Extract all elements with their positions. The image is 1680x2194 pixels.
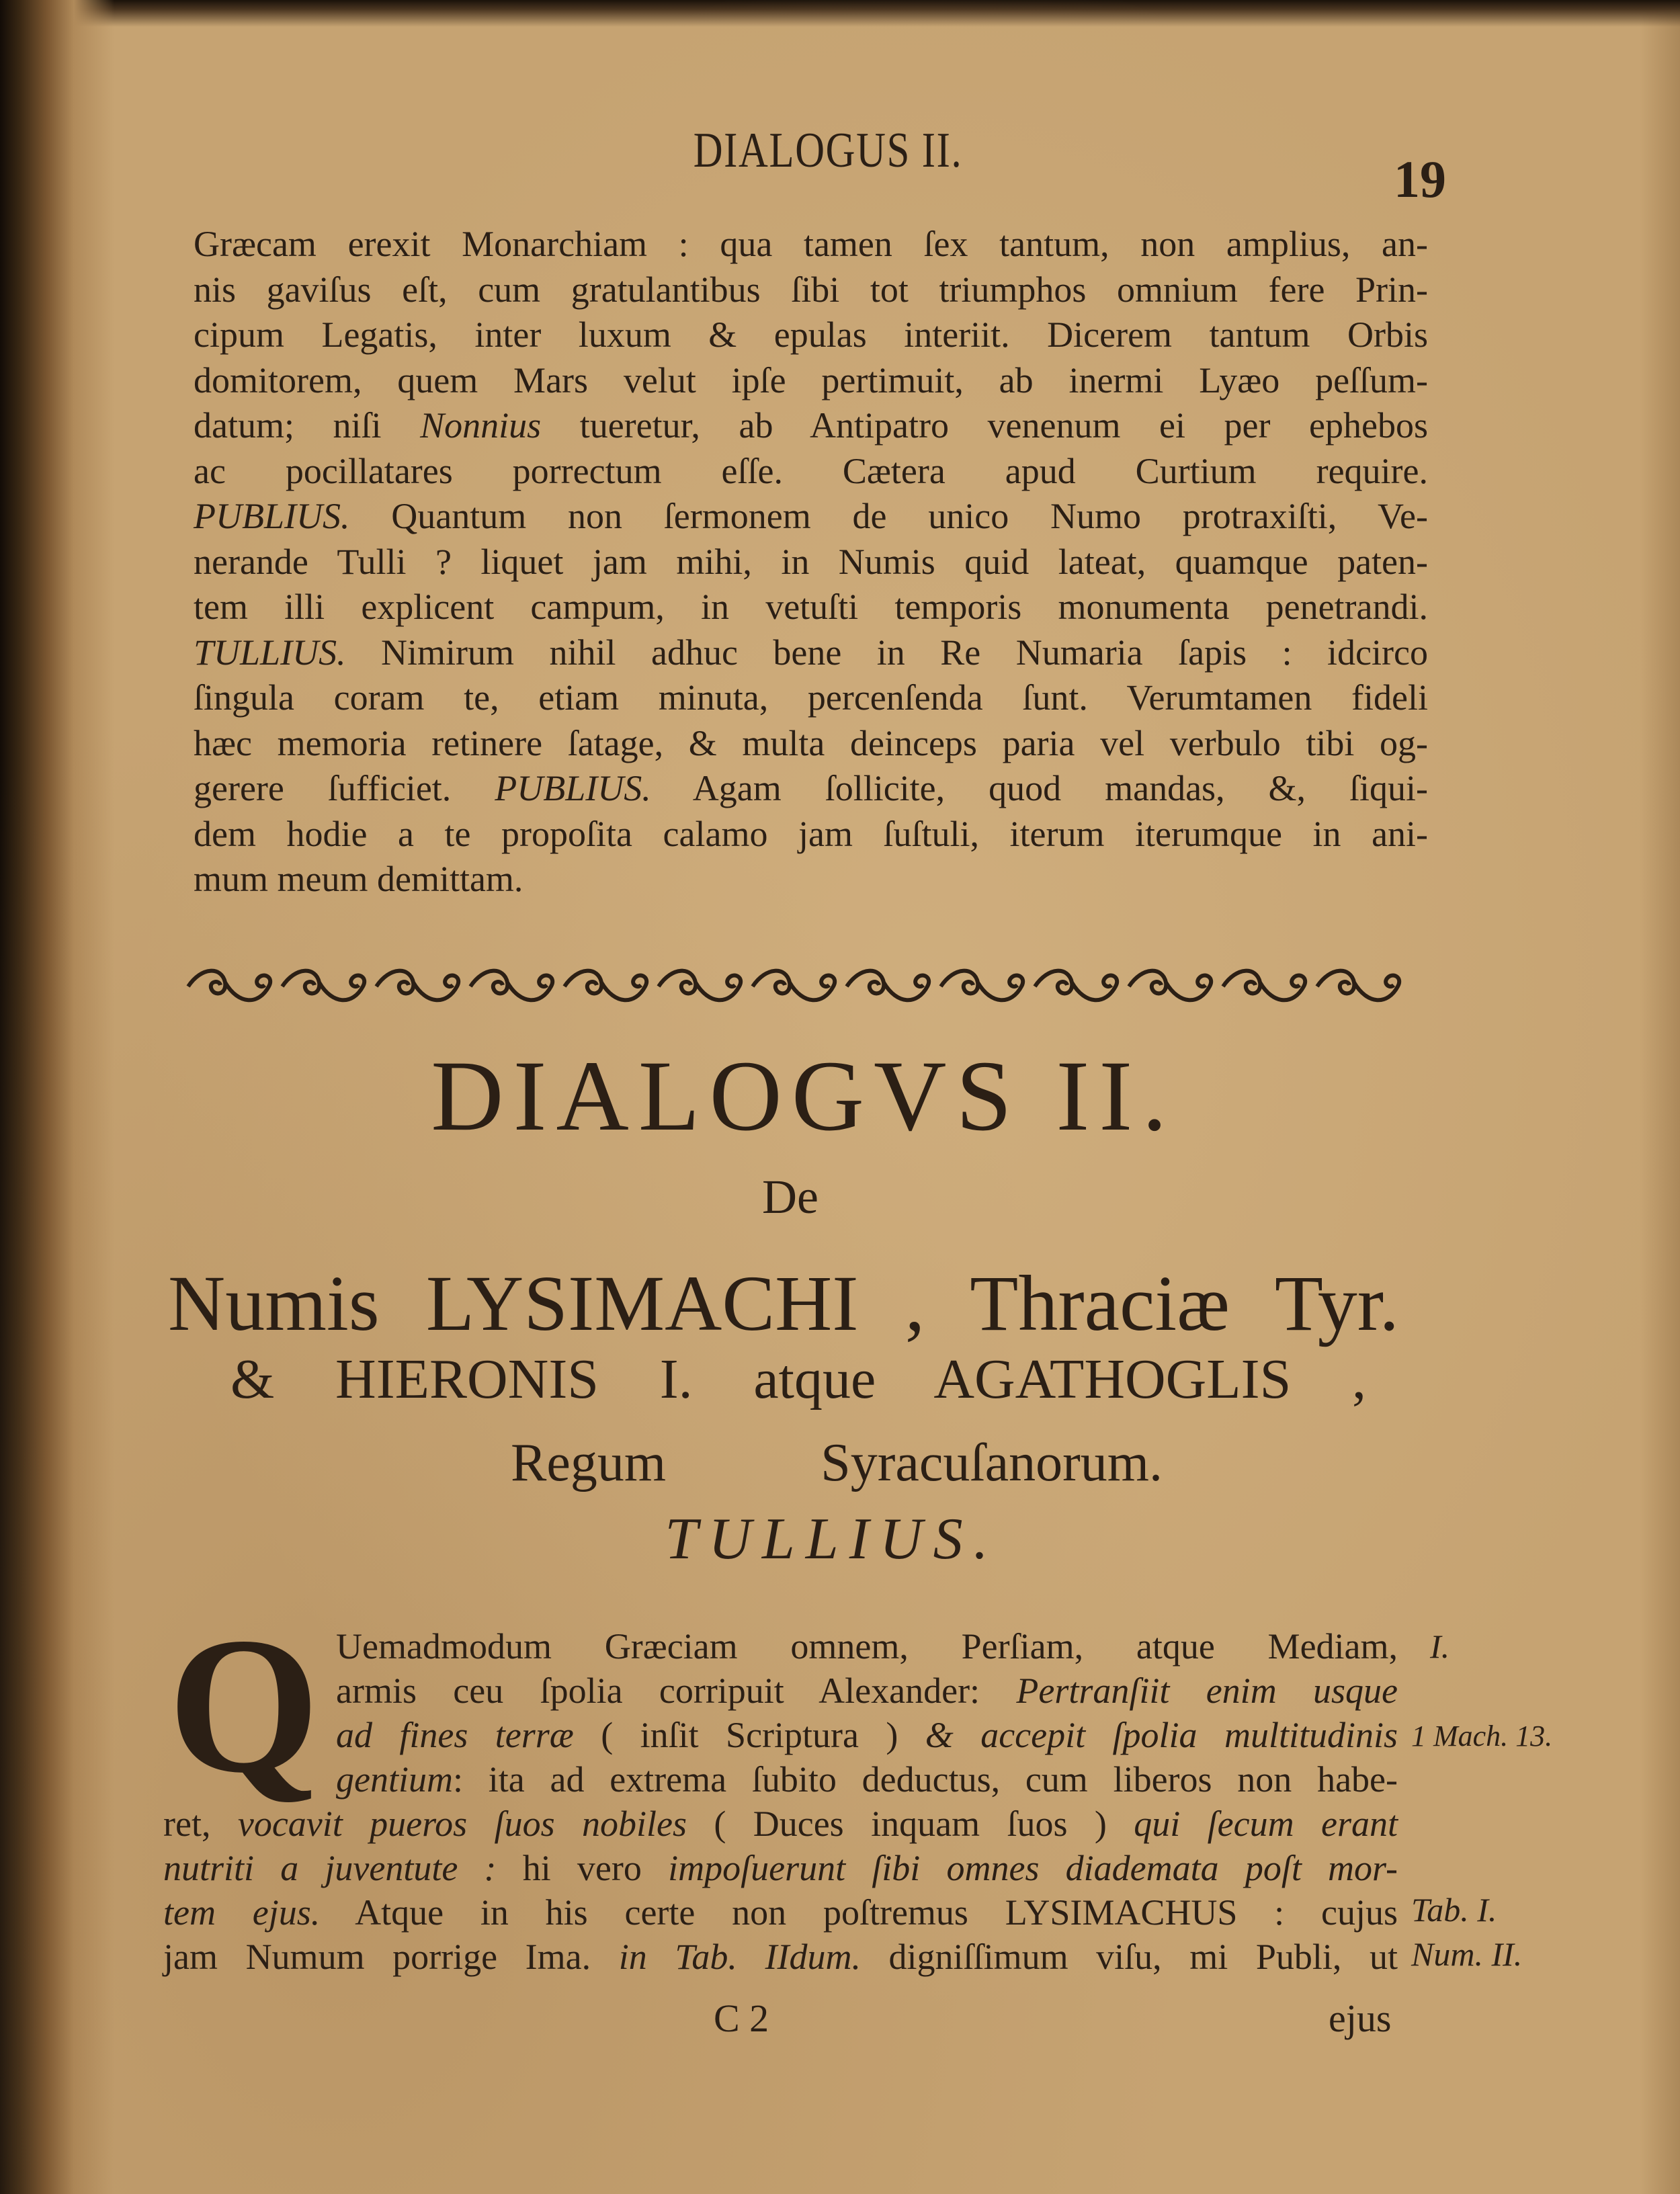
text-run: jam Numum porrige Ima. bbox=[163, 1937, 619, 1977]
ornament-swirl bbox=[470, 971, 552, 1001]
text-line bbox=[194, 539, 1428, 585]
italic-text: in Tab. IIdum. bbox=[618, 1937, 861, 1977]
italic-text: ad fines terræ bbox=[336, 1715, 574, 1755]
margin-note: Num. II. bbox=[1411, 1935, 1523, 1973]
text-run: cipum Legatis, inter luxum & epulas interiit. Dicerem tantum Orbis bbox=[194, 314, 1428, 355]
text-run: Nimirum nihil adhuc bene in Re Numaria ſapis : idcirco bbox=[345, 632, 1428, 673]
ornament-swirl bbox=[753, 971, 835, 1001]
text-line bbox=[336, 1668, 1398, 1714]
text-run: ( inſit Scriptura ) bbox=[573, 1715, 925, 1755]
italic-text: Nonnius bbox=[420, 405, 542, 446]
text-line bbox=[194, 675, 1428, 720]
ornamental-border bbox=[181, 962, 1406, 1011]
catchword: ejus bbox=[1329, 1996, 1392, 2040]
text-run: datum; niſi bbox=[194, 405, 421, 446]
margin-note: I. bbox=[1430, 1628, 1450, 1665]
text-run: hæc memoria retinere ſatage, & multa deinceps paria vel verbulo tibi og- bbox=[194, 722, 1428, 763]
margin-note: 1 Mach. 13. bbox=[1411, 1720, 1553, 1753]
chapter-subtitle-line-3: Regum Syracuſanorum. bbox=[511, 1433, 1163, 1492]
text-run: armis ceu ſpolia corripuit Alexander: bbox=[336, 1671, 1017, 1711]
italic-text: PUBLIUS. bbox=[495, 768, 651, 808]
text-line bbox=[163, 1801, 1398, 1847]
text-run: Quantum non ſermonem de unico Numo protraxiſti, Ve- bbox=[349, 496, 1428, 536]
italic-text: qui ſecum erant bbox=[1134, 1804, 1398, 1844]
chapter-title: DIALOGVS II. bbox=[431, 1040, 1177, 1152]
text-run: ac pocillatares porrectum eſſe. Cætera apud Curtium require. bbox=[194, 450, 1429, 491]
text-run: : ita ad extrema ſubito deductus, cum liberos non habe- bbox=[452, 1759, 1398, 1800]
text-line bbox=[194, 448, 1428, 494]
text-line bbox=[194, 267, 1428, 312]
text-run: ret, bbox=[163, 1804, 238, 1844]
text-line bbox=[336, 1712, 1398, 1758]
italic-text: gentium bbox=[336, 1759, 453, 1800]
text-run: mum meum demittam. bbox=[194, 859, 523, 899]
italic-text: nutriti a juventute : bbox=[163, 1848, 497, 1888]
chapter-subtitle-de: De bbox=[762, 1170, 818, 1224]
text-line bbox=[194, 357, 1428, 403]
text-line bbox=[163, 1934, 1398, 1980]
chapter-subtitle-line-1: Numis LYSIMACHI , Thraciæ Tyr. bbox=[168, 1259, 1399, 1347]
chapter-subtitle-line-2: & HIERONIS I. atque AGATHOGLIS , bbox=[230, 1348, 1366, 1410]
text-run: tueretur, ab Antipatro venenum ei per ephebos bbox=[541, 405, 1428, 446]
text-run: ſingula coram te, etiam minuta, percenſenda ſunt. Verumtamen fideli bbox=[194, 677, 1428, 718]
page-number: 19 bbox=[1394, 150, 1446, 208]
text-run: dem hodie a te propoſita calamo jam ſuſtuli, iterum iterumque in ani- bbox=[194, 813, 1429, 854]
text-line bbox=[336, 1623, 1398, 1669]
ornament-swirl bbox=[847, 971, 929, 1001]
text-line bbox=[194, 856, 523, 902]
italic-text: tem ejus. bbox=[163, 1892, 321, 1933]
italic-text: Pertranſiit enim usque bbox=[1016, 1671, 1398, 1711]
ornament-swirl bbox=[1223, 971, 1305, 1001]
text-run: nis gaviſus eſt, cum gratulantibus ſibi tot triumphos omnium fere Prin- bbox=[194, 269, 1429, 310]
text-run: tem illi explicent campum, in vetuſti temporis monumenta penetrandi. bbox=[194, 587, 1428, 627]
italic-text: & accepit ſpolia multitudinis bbox=[925, 1715, 1398, 1755]
text-line bbox=[194, 811, 1428, 857]
text-run: Atque in his certe non poſtremus LYSIMACHUS : cujus bbox=[320, 1892, 1398, 1933]
text-line bbox=[194, 584, 1428, 630]
italic-text: TULLIUS. bbox=[194, 632, 346, 673]
text-line bbox=[163, 1845, 1398, 1891]
ornament-swirl bbox=[1035, 971, 1117, 1001]
italic-text: PUBLIUS. bbox=[194, 496, 350, 536]
text-run: ( Duces inquam ſuos ) bbox=[686, 1804, 1134, 1844]
ornament-swirl bbox=[282, 971, 364, 1001]
speaker-heading: TULLIUS. bbox=[665, 1507, 999, 1572]
text-run: domitorem, quem Mars velut ipſe pertimuit, ab inermi Lyæo peſſum- bbox=[194, 360, 1429, 400]
signature-mark: C 2 bbox=[714, 1996, 769, 2040]
text-run: Græcam erexit Monarchiam : qua tamen ſex tantum, non amplius, an- bbox=[194, 224, 1428, 264]
ornament-swirl bbox=[188, 971, 270, 1001]
italic-text: impoſuerunt ſibi omnes diademata poſt mor- bbox=[668, 1848, 1398, 1888]
text-run: digniſſimum viſu, mi Publi, ut bbox=[860, 1937, 1398, 1977]
ornament-swirl bbox=[659, 971, 741, 1001]
text-line bbox=[194, 493, 1428, 539]
ornament-swirl bbox=[564, 971, 646, 1001]
text-run: gerere ſufficiet. bbox=[194, 768, 495, 808]
text-run: Uemadmodum Græciam omnem, Perſiam, atque Mediam, bbox=[336, 1626, 1398, 1666]
text-line bbox=[194, 630, 1428, 675]
ornament-swirl bbox=[376, 971, 458, 1001]
text-line bbox=[163, 1890, 1398, 1935]
ornament-swirl bbox=[941, 971, 1023, 1001]
text-line bbox=[194, 720, 1428, 766]
running-head: DIALOGUS II. bbox=[693, 123, 963, 178]
text-line bbox=[194, 221, 1428, 267]
text-line bbox=[194, 312, 1428, 357]
ornament-swirl bbox=[1129, 971, 1211, 1001]
drop-cap: Q bbox=[168, 1597, 320, 1813]
text-run: nerande Tulli ? liquet jam mihi, in Numis quid lateat, quamque paten- bbox=[194, 541, 1429, 582]
text-line bbox=[336, 1757, 1398, 1802]
italic-text: vocavit pueros ſuos nobiles bbox=[237, 1804, 687, 1844]
text-run: hi vero bbox=[496, 1848, 669, 1888]
text-run: Agam ſollicite, quod mandas, &, ſiqui- bbox=[650, 768, 1429, 808]
ornament-swirl bbox=[1317, 971, 1399, 1001]
text-line bbox=[194, 765, 1428, 811]
text-line bbox=[194, 403, 1428, 448]
margin-note: Tab. I. bbox=[1411, 1891, 1497, 1929]
